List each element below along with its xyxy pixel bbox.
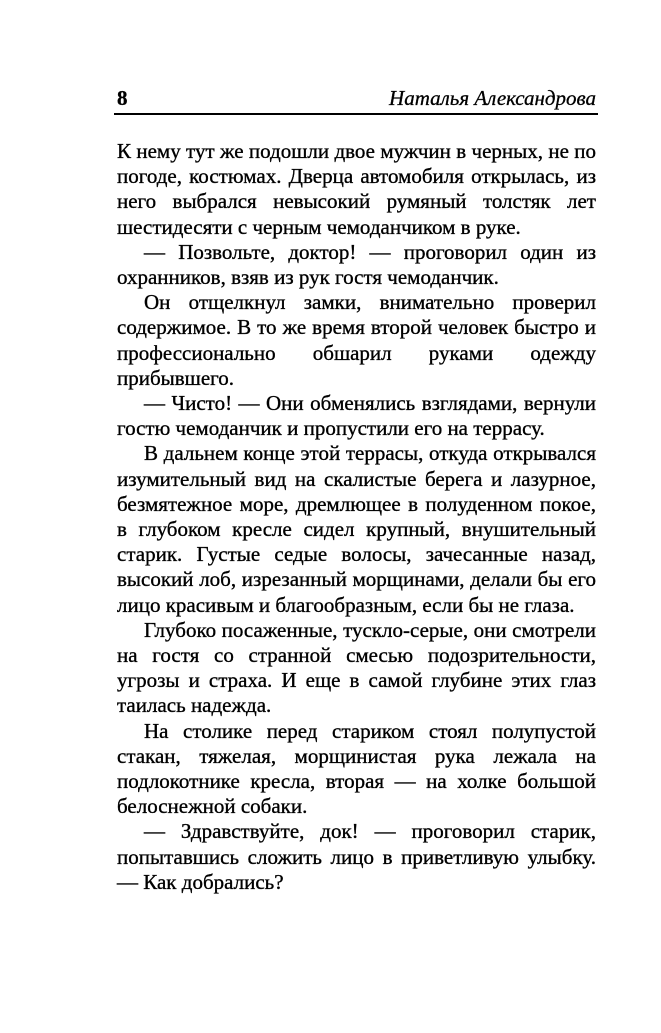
paragraph: Он отщелкнул замки, внимательно проверил содержимое. В то же время второй человек быстро и профессионально обшарил руками одежду прибывшего. xyxy=(117,290,596,390)
page-body xyxy=(117,139,596,895)
running-header-author: Наталья Александрова xyxy=(389,86,596,110)
text-column xyxy=(117,86,596,895)
page-number: 8 xyxy=(117,86,128,110)
paragraph: — Позвольте, доктор! — проговорил один из охранников, взяв из рук гостя чемоданчик. xyxy=(117,239,596,290)
header-rule xyxy=(114,113,598,115)
paragraph: — Чисто! — Они обменялись взглядами, вернули гостю чемоданчик и пропустили его на террасу. xyxy=(117,391,596,441)
paragraph: На столике перед стариком стоял полупустой стакан, тяжелая, морщинистая рука лежала на подлокотнике кресла, вторая — на холке большой белоснежной собаки. xyxy=(117,718,596,819)
paragraph: К нему тут же подошли двое мужчин в черных, не по погоде, костюмах. Дверца автомобиля открылась, из него выбрался невысокий румяный толстяк лет шестидесяти с черным чемоданчиком в руке. xyxy=(117,139,596,239)
page-header xyxy=(117,86,596,110)
paragraph: В дальнем конце этой террасы, откуда открывался изумительный вид на скалистые берега и лазурное, безмятежное море, дремлющее в полуденном покое, в глубоком кресле сидел крупный, внушительный старик. Густые седые волосы, зачесанные назад, высокий лоб, изрезанный морщинами, делали бы его лицо красивым и благообразным, если бы не глаза. xyxy=(117,441,596,617)
paragraph: — Здравствуйте, док! — проговорил старик, попытавшись сложить лицо в приветливую улыбку. — Как добрались? xyxy=(117,819,596,894)
paragraph: Глубоко посаженные, тускло-серые, они смотрели на гостя со странной смесью подозрительности, угрозы и страха. И еще в самой глубине этих глаз таилась надежда. xyxy=(117,617,596,718)
